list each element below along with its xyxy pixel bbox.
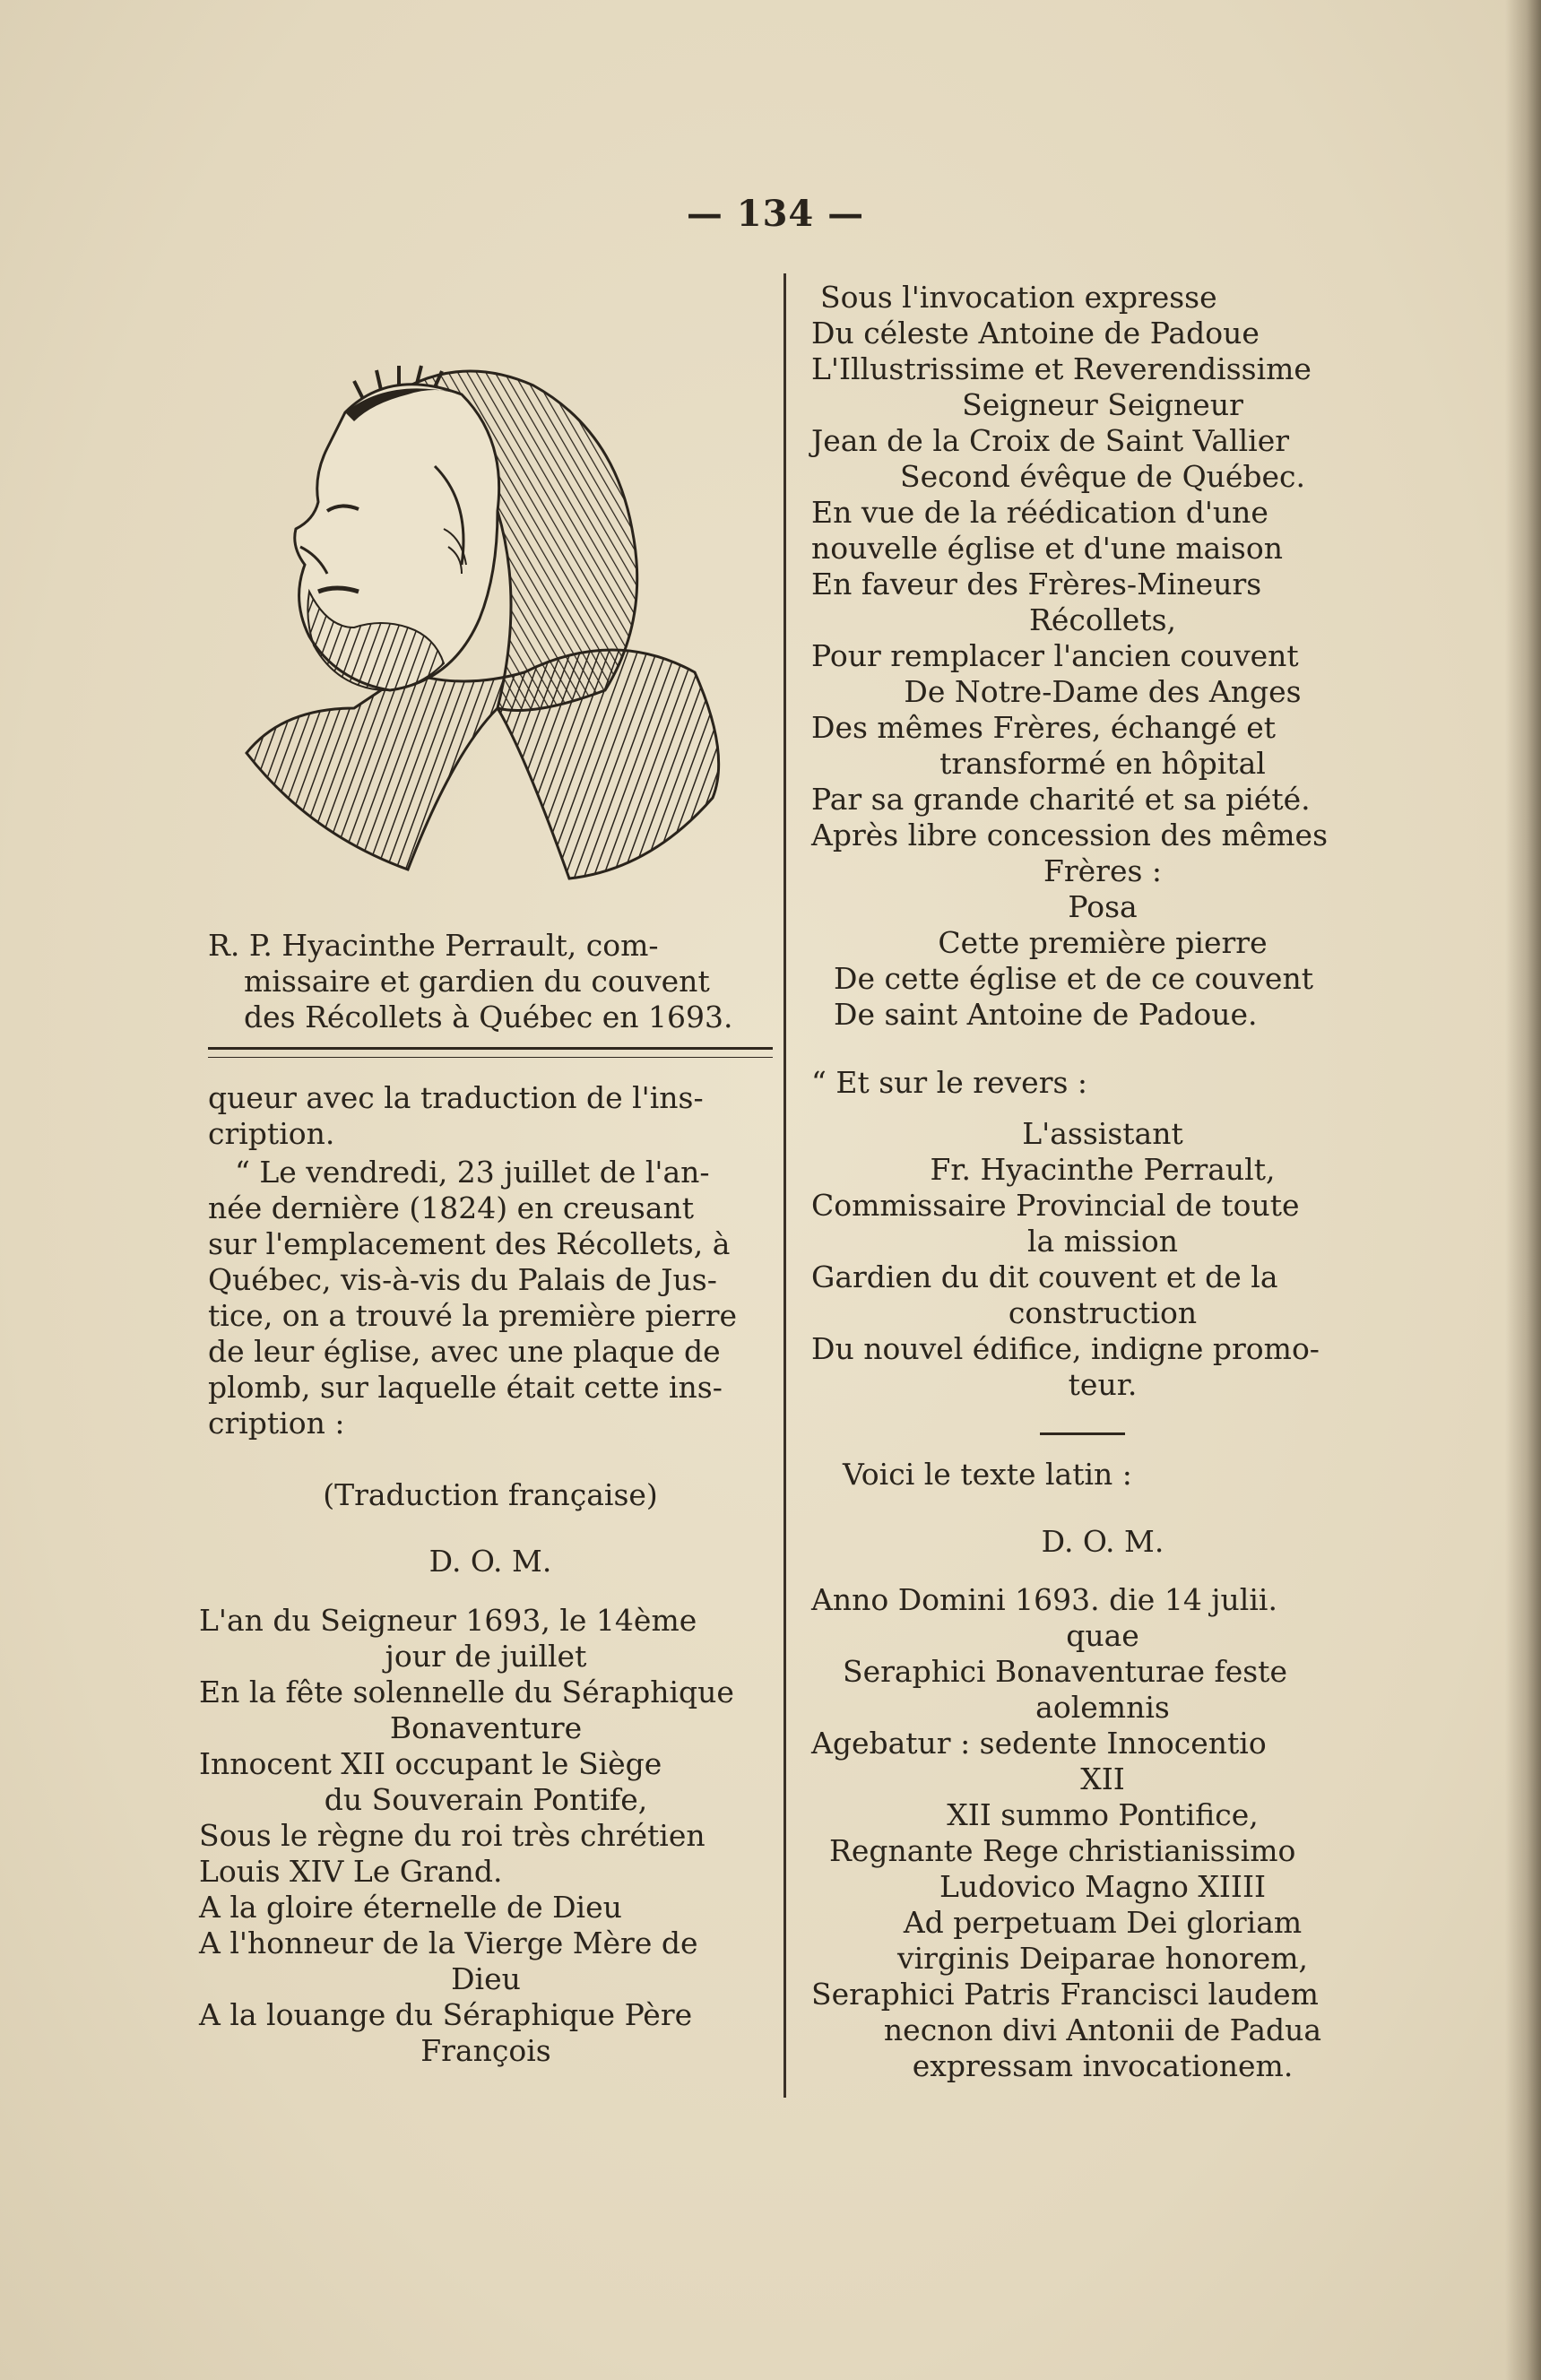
caption-line: missaire et gardien du couvent	[244, 964, 710, 999]
portrait-engraving	[229, 332, 731, 887]
verse-line: De saint Antoine de Padoue.	[834, 997, 1258, 1032]
text-line: de leur église, avec une plaque de	[208, 1334, 721, 1369]
revers-intro: “ Et sur le revers :	[811, 1065, 1088, 1100]
text-line: née dernière (1824) en creusant	[208, 1190, 695, 1225]
verse-line: En vue de la réédication d'une	[811, 495, 1268, 530]
verse-line: Regnante Rege christianissimo	[829, 1833, 1296, 1868]
verse-line: Louis XIV Le Grand.	[199, 1854, 503, 1889]
verse-line: Du nouvel édifice, indigne promo-	[811, 1331, 1320, 1366]
verse-line: Ad perpetuam Dei gloriam	[903, 1905, 1303, 1940]
verse-line: expressam invocationem.	[912, 2048, 1294, 2083]
verse-line: Posa	[1068, 889, 1138, 924]
verse-line: Bonaventure	[389, 1710, 583, 1745]
caption-line: R. P. Hyacinthe Perrault, com-	[208, 928, 659, 963]
dom-heading-left: D. O. M.	[429, 1544, 552, 1579]
verse-line: Par sa grande charité et sa piété.	[811, 782, 1311, 817]
verse-line: quae	[1066, 1618, 1139, 1653]
text-line: queur avec la traduction de l'ins-	[208, 1080, 704, 1115]
verse-line: Jean de la Croix de Saint Vallier	[811, 423, 1290, 458]
text-line: “ Le vendredi, 23 juillet de l'an-	[235, 1155, 710, 1190]
verse-line: Seraphici Patris Francisci laudem	[811, 1977, 1319, 2012]
text-line: cription.	[208, 1116, 335, 1151]
verse-line: construction	[1008, 1295, 1198, 1330]
verse-line: Des mêmes Frères, échangé et	[811, 710, 1277, 745]
verse-line: du Souverain Pontife,	[324, 1782, 648, 1817]
verse-line: Second évêque de Québec.	[899, 459, 1306, 494]
verse-line: necnon divi Antonii de Padua	[883, 2012, 1322, 2047]
portrait-caption	[208, 928, 773, 1035]
verse-line: la mission	[1026, 1224, 1179, 1259]
page-number: — 134 —	[686, 193, 865, 235]
verse-line: XII	[1080, 1761, 1125, 1796]
latin-inscription	[811, 1582, 1394, 2084]
verse-line: Commissaire Provincial de toute	[811, 1188, 1300, 1223]
translation-heading: (Traduction française)	[323, 1477, 658, 1512]
verse-line: Agebatur : sedente Innocentio	[811, 1726, 1267, 1761]
text-line: sur l'emplacement des Récollets, à	[208, 1226, 731, 1261]
verse-line: Ludovico Magno XIIII	[939, 1869, 1267, 1904]
verse-line: XII summo Pontifice,	[947, 1797, 1259, 1832]
verse-line: Récollets,	[1028, 602, 1177, 637]
verse-line: nouvelle église et d'une maison	[811, 531, 1283, 566]
verse-line: François	[420, 2033, 551, 2068]
verse-line: A l'honneur de la Vierge Mère de	[199, 1926, 698, 1960]
caption-line: des Récollets à Québec en 1693.	[244, 1000, 733, 1034]
verse-line: De cette église et de ce couvent	[834, 961, 1313, 996]
verse-line: En faveur des Frères-Mineurs	[811, 567, 1262, 601]
verse-line: Innocent XII occupant le Siège	[199, 1746, 662, 1781]
revers-inscription	[811, 1116, 1394, 1403]
verse-line: Dieu	[451, 1961, 521, 1996]
verse-line: Sous le règne du roi très chrétien	[199, 1818, 706, 1853]
dom-heading-right: D. O. M.	[1041, 1524, 1164, 1559]
verse-line: De Notre-Dame des Anges	[904, 674, 1302, 709]
caption-rule	[208, 1047, 773, 1058]
paragraph-continuation	[208, 1080, 773, 1152]
verse-line: Cette première pierre	[938, 925, 1268, 960]
verse-line: A la gloire éternelle de Dieu	[199, 1890, 622, 1925]
french-inscription	[199, 1603, 773, 2069]
verse-line: L'Illustrissime et Reverendissime	[811, 351, 1312, 386]
verse-line: Pour remplacer l'ancien couvent	[811, 638, 1299, 673]
verse-line: Anno Domini 1693. die 14 julii.	[811, 1582, 1277, 1617]
verse-line: Gardien du dit couvent et de la	[811, 1259, 1278, 1294]
verse-line: Sous l'invocation expresse	[820, 280, 1217, 315]
verse-line: Après libre concession des mêmes	[811, 818, 1329, 852]
text-line: plomb, sur laquelle était cette ins-	[208, 1370, 723, 1405]
verse-line: teur.	[1068, 1367, 1138, 1402]
column-divider	[783, 273, 786, 2098]
verse-line: Frères :	[1043, 853, 1163, 888]
verse-line: Fr. Hyacinthe Perrault,	[930, 1152, 1276, 1187]
text-line: cription :	[208, 1406, 345, 1441]
verse-line: En la fête solennelle du Séraphique	[199, 1675, 734, 1709]
verse-line: L'an du Seigneur 1693, le 14ème	[199, 1603, 697, 1638]
verse-line: transformé en hôpital	[939, 746, 1266, 781]
section-rule	[1040, 1432, 1125, 1435]
paragraph-discovery	[208, 1155, 773, 1441]
verse-line: Seraphici Bonaventurae feste	[843, 1654, 1287, 1689]
latin-intro: Voici le texte latin :	[843, 1457, 1132, 1492]
text-line: Québec, vis-à-vis du Palais de Jus-	[208, 1262, 717, 1297]
verse-line: aolemnis	[1035, 1690, 1170, 1725]
verse-line: virginis Deiparae honorem,	[896, 1941, 1309, 1976]
french-inscription-continued	[811, 280, 1394, 1033]
verse-line: jour de juillet	[385, 1639, 587, 1674]
text-line: tice, on a trouvé la première pierre	[208, 1298, 738, 1333]
verse-line: A la louange du Séraphique Père	[199, 1997, 693, 2032]
verse-line: Du céleste Antoine de Padoue	[811, 316, 1260, 351]
page-edge-shadow	[1505, 0, 1541, 2380]
verse-line: Seigneur Seigneur	[962, 387, 1243, 422]
verse-line: L'assistant	[1022, 1116, 1183, 1151]
